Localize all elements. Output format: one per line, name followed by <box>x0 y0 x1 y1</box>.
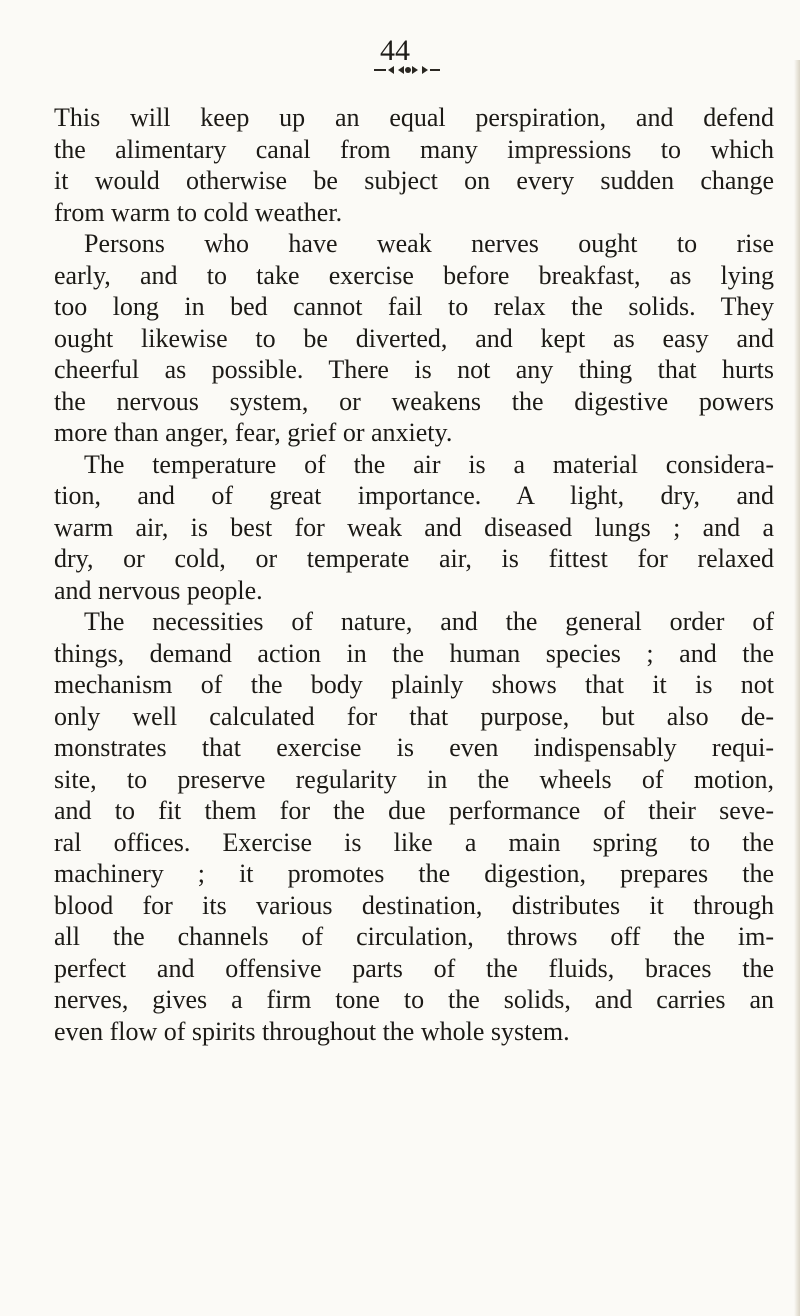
paragraph <box>54 606 774 1047</box>
ornament-divider-icon <box>372 64 442 76</box>
text-line: This will keep up an equal perspiration, and defend <box>54 103 774 132</box>
paragraph <box>54 228 774 449</box>
text-line: perfect and offensive parts of the fluids, braces the <box>54 953 774 983</box>
text-line: dry, or cold, or temperate air, is fittest for relaxed <box>54 544 774 573</box>
text-line: from warm to cold weather. <box>54 197 343 227</box>
text-line: and to fit them for the due performance of their seve- <box>54 796 774 825</box>
text-line: all the channels of circulation, throws off the im- <box>54 922 774 951</box>
body-text <box>54 102 774 1047</box>
text-line: The temperature of the air is a material considera- <box>84 449 774 479</box>
text-line: monstrates that exercise is even indispensably requi- <box>54 733 774 762</box>
text-line: things, demand action in the human species ; and the <box>54 638 774 668</box>
text-line: machinery ; it promotes the digestion, prepares the <box>54 859 774 888</box>
text-line: early, and to take exercise before breakfast, as lying <box>54 260 774 290</box>
text-line: site, to preserve regularity in the wheels of motion, <box>54 764 774 794</box>
text-line: the alimentary canal from many impressions to which <box>54 134 774 164</box>
text-line: and nervous people. <box>54 575 263 605</box>
page-number: 44 <box>380 34 410 67</box>
text-line: blood for its various destination, distributes it through <box>54 890 774 920</box>
text-line: even flow of spirits throughout the whole system. <box>54 1016 570 1046</box>
text-line: The necessities of nature, and the general order of <box>84 607 774 636</box>
text-line: too long in bed cannot fail to relax the solids. They <box>54 292 774 321</box>
paragraph <box>54 449 774 607</box>
page-edge-shadow <box>794 60 800 1316</box>
text-line: mechanism of the body plainly shows that it is not <box>54 670 774 699</box>
text-line: Persons who have weak nerves ought to rise <box>84 229 774 258</box>
text-line: ought likewise to be diverted, and kept as easy and <box>54 323 774 353</box>
text-line: only well calculated for that purpose, but also de- <box>54 701 774 731</box>
text-line: tion, and of great importance. A light, dry, and <box>54 481 774 510</box>
text-line: ral offices. Exercise is like a main spring to the <box>54 827 774 857</box>
paragraph <box>54 102 774 228</box>
text-line: more than anger, fear, grief or anxiety. <box>54 418 453 447</box>
text-line: nerves, gives a firm tone to the solids, and carries an <box>54 985 774 1014</box>
text-line: the nervous system, or weakens the digestive powers <box>54 386 774 416</box>
text-line: it would otherwise be subject on every sudden change <box>54 166 774 195</box>
text-line: cheerful as possible. There is not any thing that hurts <box>54 355 774 384</box>
text-line: warm air, is best for weak and diseased lungs ; and a <box>54 512 774 542</box>
